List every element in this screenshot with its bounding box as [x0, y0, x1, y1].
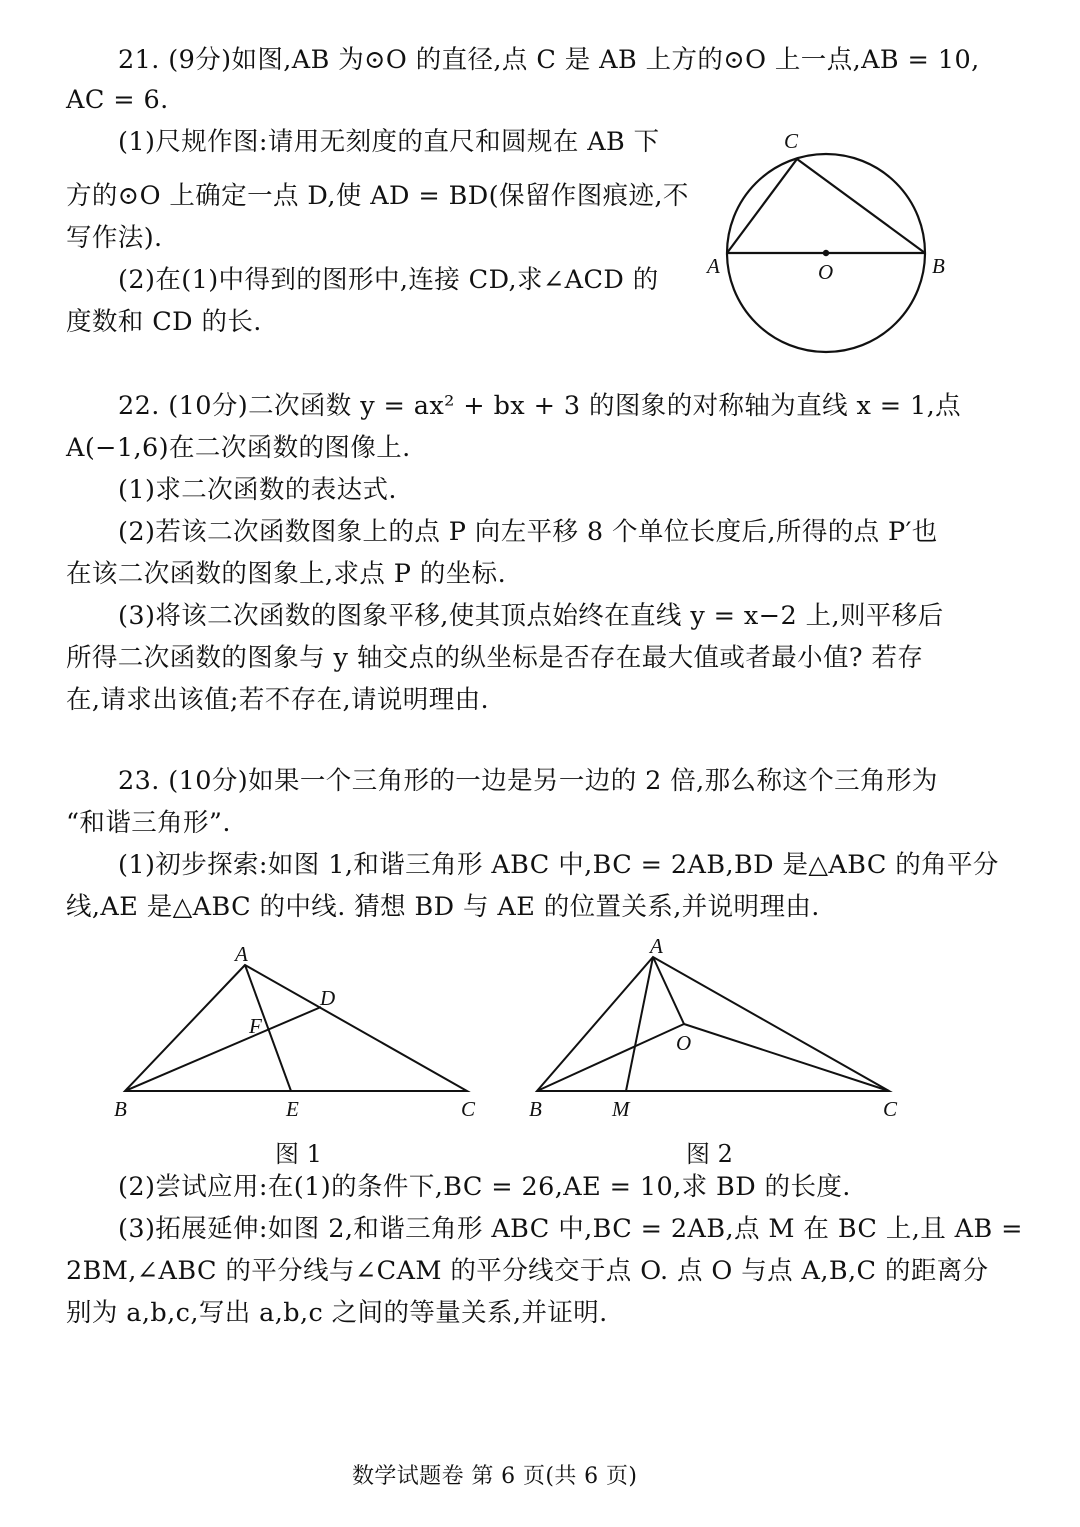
p22-part2-line1: (2)若该二次函数图象上的点 P 向左平移 8 个单位长度后,所得的点 P′也	[118, 517, 938, 547]
p23-part3-line1: (3)拓展延伸:如图 2,和谐三角形 ABC 中,BC = 2AB,点 M 在 BC 上,且 AB =	[118, 1214, 1023, 1244]
fig2-label-m: M	[612, 1097, 630, 1121]
fig2-label-a: A	[650, 934, 663, 958]
p23-part1-line2: 线,AE 是△ABC 的中线. 猜想 BD 与 AE 的位置关系,并说明理由.	[66, 892, 820, 922]
p22-part2-line2: 在该二次函数的图象上,求点 P 的坐标.	[66, 559, 507, 589]
fig2-segment-ao	[653, 957, 684, 1024]
p21-label-c: C	[784, 129, 799, 153]
p21-part2-line2: 度数和 CD 的长.	[66, 307, 262, 337]
p21-stem-line1: 21. (9分)如图,AB 为⊙O 的直径,点 C 是 AB 上方的⊙O 上一点,AB = 10,	[118, 45, 980, 75]
p21-label-o: O	[818, 260, 834, 284]
page-footer: 数学试题卷 第 6 页(共 6 页)	[352, 1464, 638, 1489]
fig1-label-c: C	[461, 1097, 476, 1121]
p22-part1: (1)求二次函数的表达式.	[118, 475, 397, 505]
fig1-bisector-bd	[125, 1007, 321, 1091]
p23-part3-line2: 2BM,∠ABC 的平分线与∠CAM 的平分线交于点 O. 点 O 与点 A,B,C 的距离分	[66, 1256, 989, 1286]
p23-stem-line1: 23. (10分)如果一个三角形的一边是另一边的 2 倍,那么称这个三角形为	[118, 766, 938, 796]
p23-part2: (2)尝试应用:在(1)的条件下,BC = 26,AE = 10,求 BD 的长度.	[118, 1172, 851, 1202]
fig1-triangle-abc	[125, 965, 467, 1091]
fig2-segment-co	[684, 1024, 889, 1091]
p22-part3-line3: 在,请求出该值;若不存在,请说明理由.	[66, 685, 490, 715]
p21-stem-line2: AC = 6.	[66, 85, 169, 115]
p23-stem-line2: “和谐三角形”.	[66, 808, 231, 838]
p21-label-b: B	[932, 254, 945, 278]
p21-part1-line1: (1)尺规作图:请用无刻度的直尺和圆规在 AB 下	[118, 127, 660, 157]
fig2-label-b: B	[529, 1097, 542, 1121]
fig1-label-b: B	[114, 1097, 127, 1121]
p23-part3-line3: 别为 a,b,c,写出 a,b,c 之间的等量关系,并证明.	[66, 1298, 608, 1328]
fig1-caption: 图 1	[275, 1140, 322, 1168]
fig2-segment-am	[626, 957, 653, 1091]
fig2-triangle-abc	[537, 957, 889, 1091]
fig1-label-a: A	[235, 942, 248, 966]
p22-part3-line1: (3)将该二次函数的图象平移,使其顶点始终在直线 y = x−2 上,则平移后	[118, 601, 944, 631]
fig2-segment-bo	[537, 1024, 684, 1091]
p21-part1-line2: 方的⊙O 上确定一点 D,使 AD = BD(保留作图痕迹,不	[66, 181, 689, 211]
p21-part2-line1: (2)在(1)中得到的图形中,连接 CD,求∠ACD 的	[118, 265, 659, 295]
p23-part1-line1: (1)初步探索:如图 1,和谐三角形 ABC 中,BC = 2AB,BD 是△ABC 的角平分	[118, 850, 999, 880]
p22-stem-line1: 22. (10分)二次函数 y = ax² + bx + 3 的图象的对称轴为直线 x = 1,点	[118, 391, 962, 421]
p22-part3-line2: 所得二次函数的图象与 y 轴交点的纵坐标是否存在最大值或者最小值? 若存	[66, 643, 924, 673]
fig1-label-e: E	[286, 1097, 299, 1121]
fig1-label-d: D	[320, 986, 336, 1010]
fig2-label-o: O	[676, 1031, 692, 1055]
fig2-label-c: C	[883, 1097, 898, 1121]
p21-label-a: A	[707, 254, 720, 278]
fig1-label-f: F	[249, 1014, 262, 1038]
p21-part1-line3: 写作法).	[66, 223, 163, 253]
p22-stem-line2: A(−1,6)在二次函数的图像上.	[66, 433, 411, 463]
fig2-caption: 图 2	[686, 1140, 733, 1168]
